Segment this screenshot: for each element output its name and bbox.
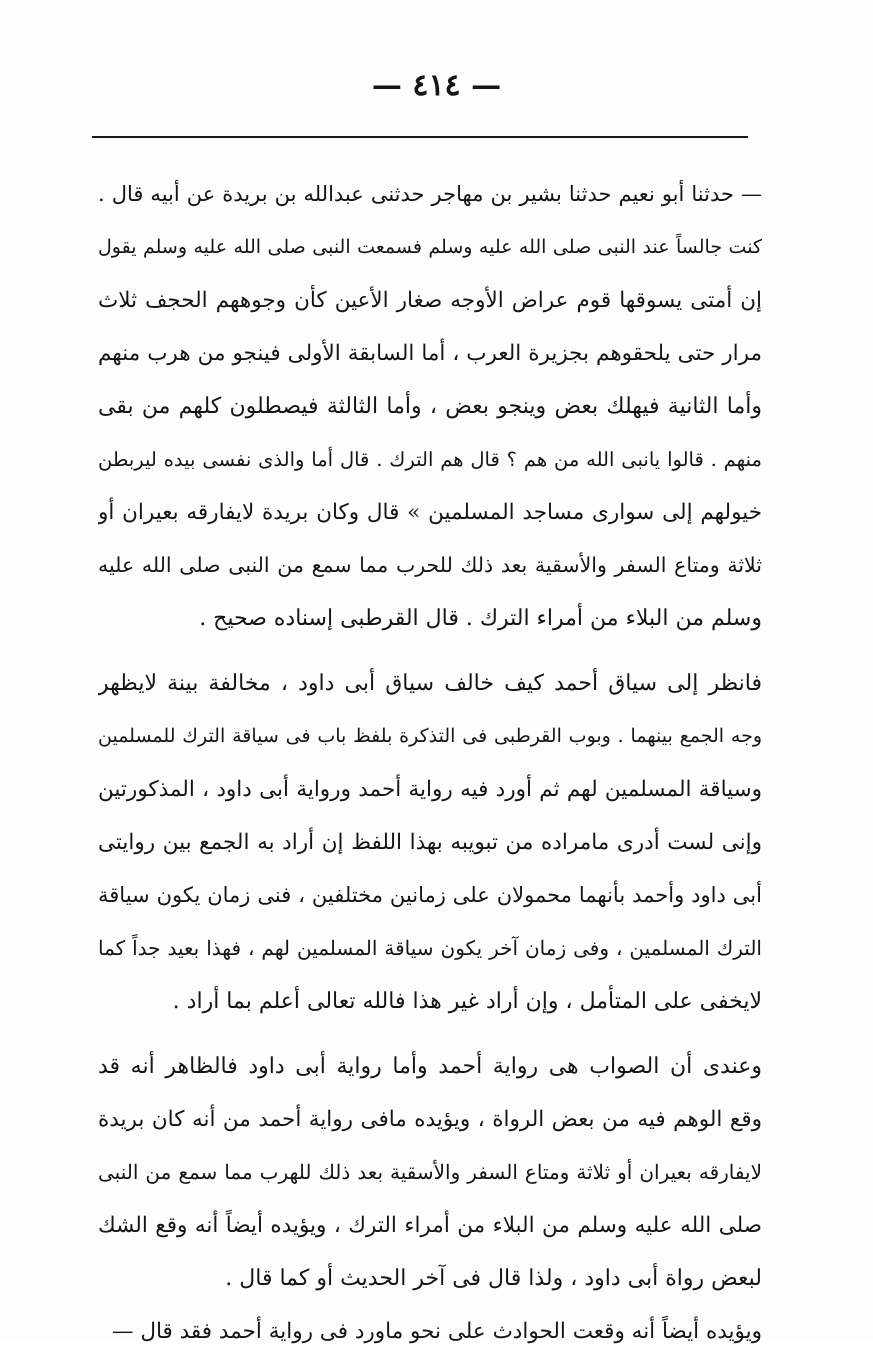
text-line: مرار حتى يلحقوهم بجزيرة العرب ، أما السابقة الأولى فينجو من هرب منهم — [98, 341, 762, 366]
text-line: منهم . قالوا يانبى الله من هم ؟ قال هم الترك . قال أما والذى نفسى بيده ليربطن — [98, 448, 762, 471]
text-line: وسياقة المسلمين لهم ثم أورد فيه رواية أحمد ورواية أبى داود ، المذكورتين — [98, 777, 762, 802]
paragraph-continuation — [98, 1305, 762, 1358]
paragraph-gap — [98, 645, 762, 657]
paragraph-hadith — [98, 168, 762, 645]
text-line: ثلاثة ومتاع السفر والأسقية بعد ذلك للحرب مما سمع من النبى صلى الله عليه — [98, 553, 762, 577]
text-line: وقع الوهم فيه من بعض الرواة ، ويؤيده مافى رواية أحمد من أنه كان بريدة — [98, 1107, 762, 1132]
text-line: ويؤيده أيضاً أنه وقعت الحوادث على نحو ماورد فى رواية أحمد فقد قال — — [112, 1319, 762, 1344]
text-line: وجه الجمع بينهما . وبوب القرطبى فى التذكرة بلفظ باب فى سياقة الترك للمسلمين — [98, 725, 762, 747]
text-line: — حدثنا أبو نعيم حدثنا بشير بن مهاجر حدثنى عبدالله بن بريدة عن أبيه قال . — [98, 182, 762, 206]
text-line: وأما الثانية فيهلك بعض وينجو بعض ، وأما الثالثة فيصطلون كلهم من بقى — [98, 394, 762, 419]
text-line: الترك المسلمين ، وفى زمان آخر يكون سياقة المسلمين لهم ، فهذا بعيد جداً كما — [98, 936, 762, 960]
text-line: لايفارقه بعيران أو ثلاثة ومتاع السفر والأسقية بعد ذلك للهرب مما سمع من النبى — [98, 1160, 762, 1184]
page-number: — ٤١٤ — — [371, 68, 502, 103]
body-text — [98, 168, 762, 1358]
text-line: وسلم من البلاء من أمراء الترك . قال القرطبى إسناده صحيح . — [199, 606, 762, 631]
paragraph-comparison — [98, 657, 762, 1028]
text-line: وعندى أن الصواب هى رواية أحمد وأما رواية أبى داود فالظاهر أنه قد — [98, 1054, 762, 1079]
text-line: وإنى لست أدرى مامراده من تبويبه بهذا اللفظ إن أراد به الجمع بين روايتى — [98, 830, 762, 855]
text-line: لايخفى على المتأمل ، وإن أراد غير هذا فالله تعالى أعلم بما أراد . — [172, 989, 762, 1014]
paragraph-gap — [98, 1028, 762, 1040]
text-line: إن أمتى يسوقها قوم عراض الأوجه صغار الأعين كأن وجوههم الحجف ثلاث — [98, 288, 762, 313]
text-line: كنت جالساً عند النبى صلى الله عليه وسلم فسمعت النبى صلى الله عليه وسلم يقول — [98, 236, 762, 258]
text-line: خيولهم إلى سوارى مساجد المسلمين » قال وكان بريدة لايفارقه بعيران أو — [98, 500, 762, 525]
paragraph-opinion — [98, 1040, 762, 1305]
text-line: فانظر إلى سياق أحمد كيف خالف سياق أبى داود ، مخالفة بينة لايظهر — [98, 671, 762, 696]
text-line: أبى داود وأحمد بأنهما محمولان على زمانين مختلفين ، فنى زمان يكون سياقة — [98, 883, 762, 907]
text-line: صلى الله عليه وسلم من البلاء من أمراء الترك ، ويؤيده أيضاً أنه وقع الشك — [98, 1213, 762, 1238]
text-line: لبعض رواة أبى داود ، ولذا قال فى آخر الحديث أو كما قال . — [225, 1266, 762, 1291]
header-rule — [92, 136, 748, 138]
